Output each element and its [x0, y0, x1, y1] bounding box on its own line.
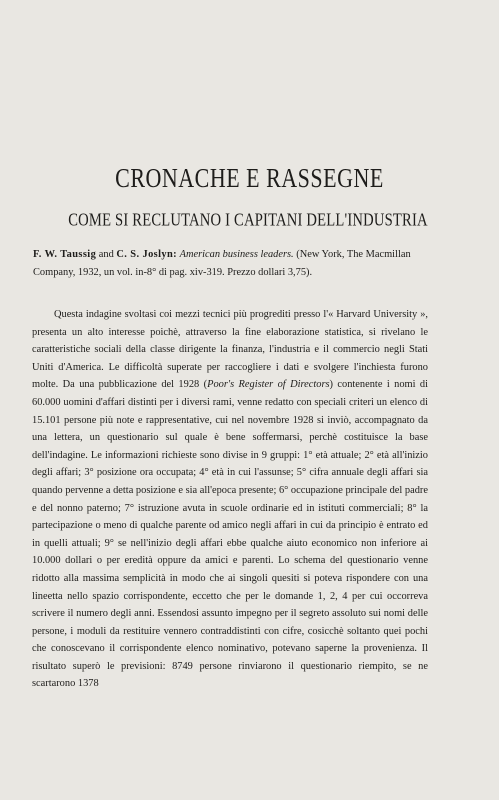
body-italic-reference: Poor's Register of Directors — [207, 379, 330, 391]
body-text-part1: Questa indagine svoltasi coi mezzi tecnici più progrediti presso l'« Harvard University », presenta un alto interesse poichè, attraverso la fine elaborazione statistica, si rivelano le caratteristiche sociali della classe dirigente la finanza, l'industria e il commercio negli Stati Uniti d'America. Le difficoltà superate per raccogliere i dati e svolgere l'inchiesta furono molte. Da una pubblicazione del 1928 ( — [32, 309, 428, 391]
citation-publication: (New York, The Macmillan Company, 1932, un vol. in-8° di pag. xiv-319. Prezzo dollari 3,75). — [33, 249, 411, 278]
article-title: COME SI RECLUTANO I CAPITANI DELL'INDUSTRIA — [68, 211, 428, 231]
citation-coauthor: C. S. Joslyn: — [116, 249, 178, 260]
citation-author: F. W. Taussig — [33, 249, 97, 260]
citation-and: and — [98, 249, 114, 260]
article-body — [32, 306, 428, 693]
body-text-part2: ) contenente i nomi di 60.000 uomini d'affari distinti per i diversi rami, venne redatto con speciali criteri un elenco di 15.101 persone più note e rappresentative, cui nel novembre 1928 si inviò, accompagnato da una lettera, un questionario sul quale è bene soffermarsi, perchè costituisce la base dell'indagine. Le informazioni richieste sono divise in 9 gruppi: 1° età attuale; 2° età all'inizio degli affari; 3° posizione ora occupata; 4° età in cui l'assunse; 5° cifra annuale degli affari sia quando pervenne a detta posizione e sia all'epoca presente; 6° occupazione principale del padre e del nonno paterno; 7° istruzione avuta in scuole ordinarie ed in istituti commerciali; 8° la partecipazione o meno di qualche parente od amico negli affari in cui da principio è entrato ed in quelli attuali; 9° se nell'inizio degli affari ebbe qualche aiuto economico non inferiore ai 10.000 dollari o per eredità oppure da amici e parenti. Lo schema del questionario venne ridotto alla massima semplicità in modo che ai singoli quesiti si poteva rispondere con una lineetta nello spazio corrispondente, eccetto che per le domande 1, 2, 4 per cui occorreva scrivere il numero degli anni. Essendosi assunto impegno per il segreto assoluto sui nomi delle persone, i moduli da restituire vennero contraddistinti con cifre, cosicchè soltanto quei pochi che conoscevano il corrispondente elenco nominativo, potevano saperne la provenienza. Il risultato superò le previsioni: 8749 persone rinviarono il questionario riempito, se ne scartarono 1378 — [32, 379, 428, 690]
section-title: CRONACHE E RASSEGNE — [115, 161, 384, 193]
book-citation — [33, 246, 425, 281]
citation-book-title: American business leaders. — [179, 249, 294, 260]
